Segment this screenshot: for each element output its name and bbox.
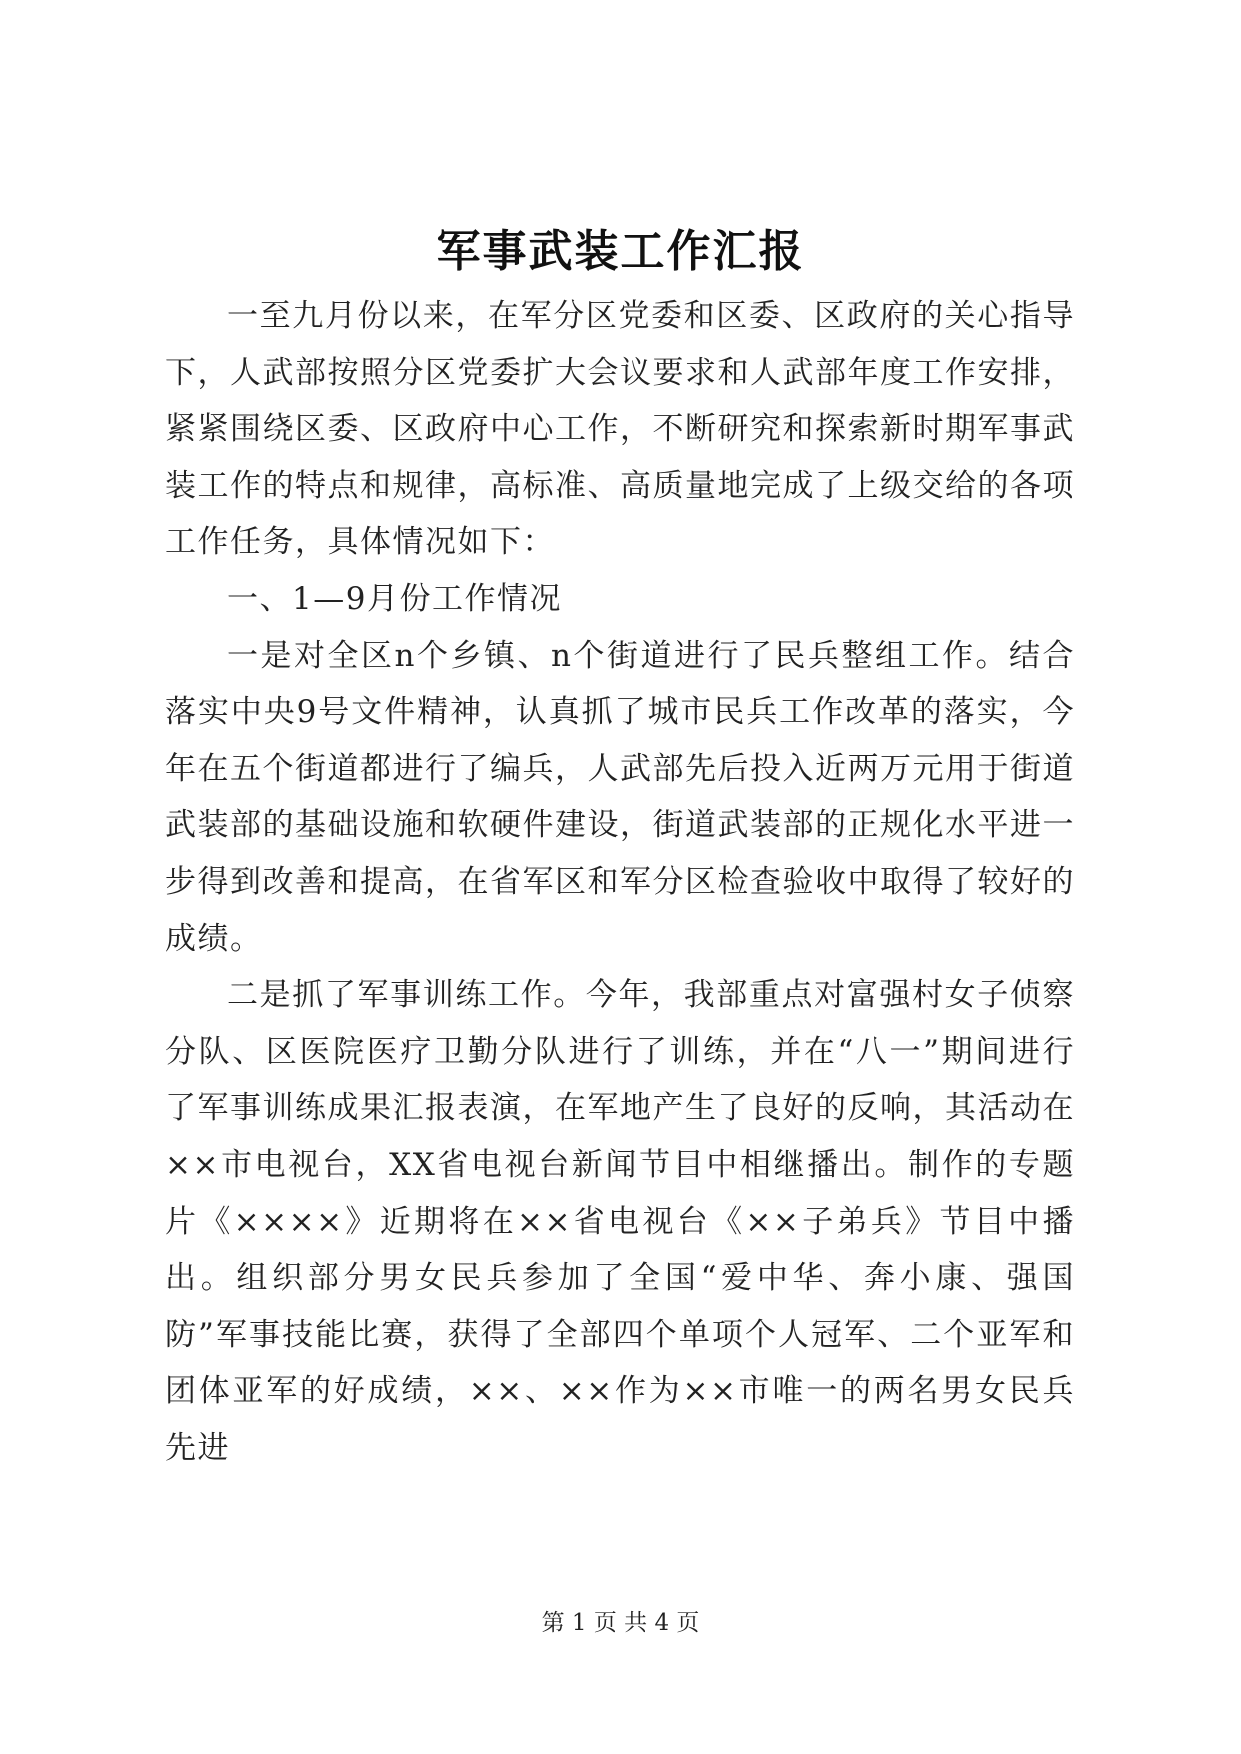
paragraph-intro: 一至九月份以来，在军分区党委和区委、区政府的关心指导下，人武部按照分区党委扩大会议要求和人武部年度工作安排，紧紧围绕区委、区政府中心工作，不断研究和探索新时期军事武装工作的特点和规律，高标准、高质量地完成了上级交给的各项工作任务，具体情况如下： <box>165 298 1075 561</box>
page-footer: 第 1 页 共 4 页 <box>541 1610 700 1636</box>
document-title: 军事武装工作汇报 <box>436 226 805 277</box>
section-heading: 一、1—9月份工作情况 <box>227 580 562 617</box>
paragraph-military-training: 二是抓了军事训练工作。今年，我部重点对富强村女子侦察分队、区医院医疗卫勤分队进行了训练，并在“八一”期间进行了军事训练成果汇报表演，在军地产生了良好的反响，其活动在××市电视台，XX省电视台新闻节目中相继播出。制作的专题片《××××》近期将在××省电视台《××子弟兵》节目中播出。组织部分男女民兵参加了全国“爱中华、奔小康、强国防”军事技能比赛，获得了全部四个单项个人冠军、二个亚军和团体亚军的好成绩，××、××作为××市唯一的两名男女民兵先进 <box>165 977 1075 1466</box>
paragraph-militia-reorganization: 一是对全区n个乡镇、n个街道进行了民兵整组工作。结合落实中央9号文件精神，认真抓了城市民兵工作改革的落实，今年在五个街道都进行了编兵，人武部先后投入近两万元用于街道武装部的基础设施和软硬件建设，街道武装部的正规化水平进一步得到改善和提高，在省军区和军分区检查验收中取得了较好的成绩。 <box>165 637 1075 957</box>
document-body <box>165 288 1075 1476</box>
